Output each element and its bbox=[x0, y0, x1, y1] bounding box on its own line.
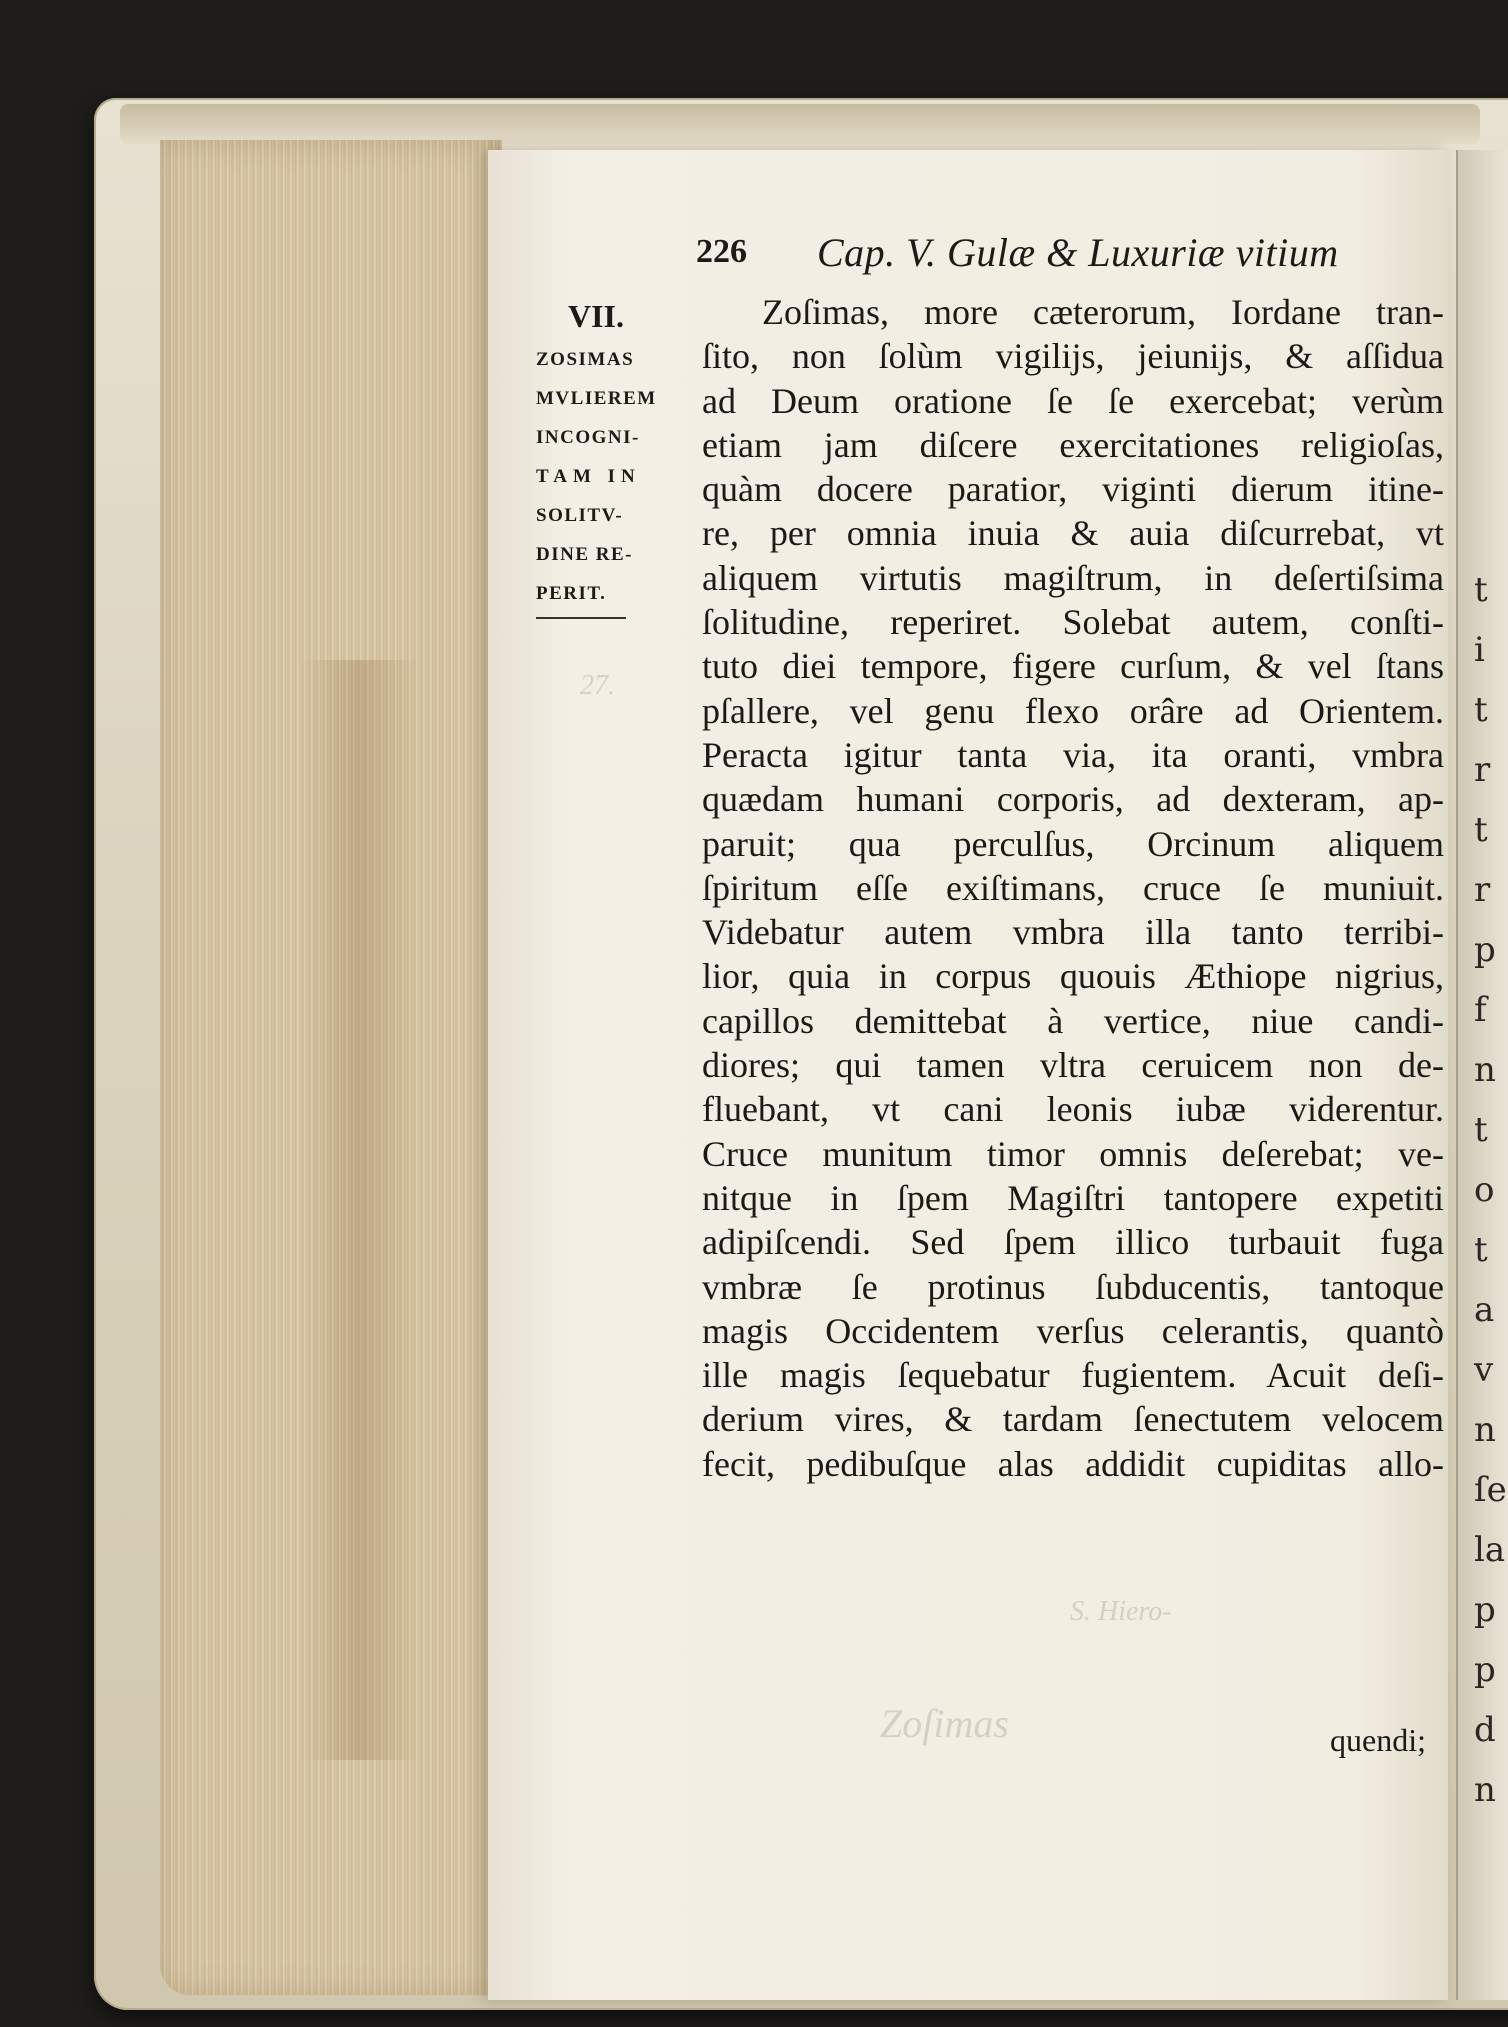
facing-page-letter: n bbox=[1474, 1770, 1496, 1810]
page-number: 226 bbox=[696, 233, 747, 270]
facing-page-letter: p bbox=[1474, 1650, 1496, 1690]
page-edges bbox=[160, 140, 502, 1995]
show-through-text: S. Hiero- bbox=[1070, 1596, 1172, 1627]
margin-note bbox=[536, 292, 656, 619]
facing-page-letter: p bbox=[1474, 1590, 1496, 1630]
margin-note-line: PERIT. bbox=[536, 583, 607, 604]
facing-page-letter: n bbox=[1474, 1410, 1496, 1450]
text-line: Cruce munitum timor omnis deſerebat; ve- bbox=[702, 1133, 1444, 1174]
text-line: tuto diei tempore, figere curſum, & vel ſtans bbox=[702, 646, 1444, 687]
text-line: re, per omnia inuia & auia diſcurrebat, vt bbox=[702, 513, 1444, 554]
facing-page-letter: t bbox=[1474, 570, 1488, 610]
cover-top-edge bbox=[120, 104, 1480, 144]
text-line: ad Deum oratione ſe ſe exercebat; verùm bbox=[702, 380, 1444, 421]
facing-page-letter: t bbox=[1474, 810, 1488, 850]
text-line: quædam humani corporis, ad dexteram, ap- bbox=[702, 779, 1444, 820]
text-line: vmbræ ſe protinus ſubducentis, tantoque bbox=[702, 1266, 1444, 1307]
text-line: etiam jam diſcere exercitationes religioſas, bbox=[702, 424, 1444, 465]
text-line: nitque in ſpem Magiſtri tantopere expetiti bbox=[702, 1177, 1444, 1218]
facing-page-letter: r bbox=[1474, 750, 1491, 790]
show-through-text: 27. bbox=[580, 670, 615, 701]
facing-page-letter: p bbox=[1474, 930, 1496, 970]
text-line: ſpiritum eſſe exiſtimans, cruce ſe muniuit. bbox=[702, 867, 1444, 908]
text-line: ſolitudine, reperiret. Solebat autem, conſti- bbox=[702, 602, 1444, 643]
text-line: fecit, pedibuſque alas addidit cupiditas allo- bbox=[702, 1443, 1444, 1484]
margin-note-line: SOLITV- bbox=[536, 505, 624, 526]
facing-page-letter: i bbox=[1474, 630, 1485, 670]
text-line: ille magis ſequebatur fugientem. Acuit deſi- bbox=[702, 1355, 1444, 1396]
running-head bbox=[696, 224, 1376, 280]
facing-page-letter: d bbox=[1474, 1710, 1496, 1750]
margin-note-line: ZOSIMAS bbox=[536, 349, 635, 370]
text-line: diores; qui tamen vltra ceruicem non de- bbox=[702, 1045, 1444, 1086]
text-line: derium vires, & tardam ſenectutem velocem bbox=[702, 1399, 1444, 1440]
facing-page-letter: t bbox=[1474, 690, 1488, 730]
margin-note-line: MVLIEREM bbox=[536, 388, 657, 409]
text-line: paruit; qua perculſus, Orcinum aliquem bbox=[702, 823, 1444, 864]
text-line: aliquem virtutis magiſtrum, in deſertiſsima bbox=[702, 557, 1444, 598]
text-line: lior, quia in corpus quouis Æthiope nigrius, bbox=[702, 956, 1444, 997]
margin-note-line: TAM IN bbox=[536, 466, 641, 487]
margin-note-line: INCOGNI- bbox=[536, 427, 640, 448]
text-line: pſallere, vel genu flexo orâre ad Orientem. bbox=[702, 690, 1444, 731]
facing-page-letter: o bbox=[1474, 1170, 1495, 1210]
margin-note-line: DINE RE- bbox=[536, 544, 633, 565]
text-line: adipiſcendi. Sed ſpem illico turbauit fuga bbox=[702, 1222, 1444, 1263]
facing-page-letter: n bbox=[1474, 1050, 1496, 1090]
text-line: Zoſimas, more cæterorum, Iordane tran- bbox=[762, 292, 1444, 332]
facing-page-letters bbox=[1474, 560, 1508, 1820]
text-line: ſito, non ſolùm vigilijs, jeiunijs, & aſſidua bbox=[702, 336, 1444, 377]
facing-page-letter: f bbox=[1474, 990, 1487, 1030]
facing-page-letter: a bbox=[1474, 1290, 1495, 1330]
facing-page-letter: t bbox=[1474, 1110, 1488, 1150]
text-line: capillos demittebat à vertice, niue candi- bbox=[702, 1000, 1444, 1041]
text-line: Peracta igitur tanta via, ita oranti, vmbra bbox=[702, 734, 1444, 775]
running-title: Cap. V. Gulæ & Luxuriæ vitium bbox=[817, 229, 1339, 275]
show-through-text: Zoſimas bbox=[880, 1701, 1009, 1746]
catchword: quendi; bbox=[1330, 1722, 1426, 1758]
text-line: Videbatur autem vmbra illa tanto terribi- bbox=[702, 912, 1444, 953]
facing-page-letter: v bbox=[1474, 1350, 1494, 1390]
text-line: fluebant, vt cani leonis iubæ viderentur. bbox=[702, 1089, 1444, 1130]
body-text bbox=[702, 290, 1444, 1486]
facing-page-letter: r bbox=[1474, 870, 1491, 910]
margin-note-number: VII. bbox=[567, 298, 624, 334]
facing-page-letter: t bbox=[1474, 1230, 1488, 1270]
margin-note-rule bbox=[536, 617, 626, 619]
text-line: magis Occidentem verſus celerantis, quantò bbox=[702, 1310, 1444, 1351]
facing-page-letter: la bbox=[1474, 1530, 1506, 1570]
facing-page-letter: ſe bbox=[1474, 1470, 1507, 1510]
text-line: quàm docere paratior, viginti dierum itine- bbox=[702, 469, 1444, 510]
